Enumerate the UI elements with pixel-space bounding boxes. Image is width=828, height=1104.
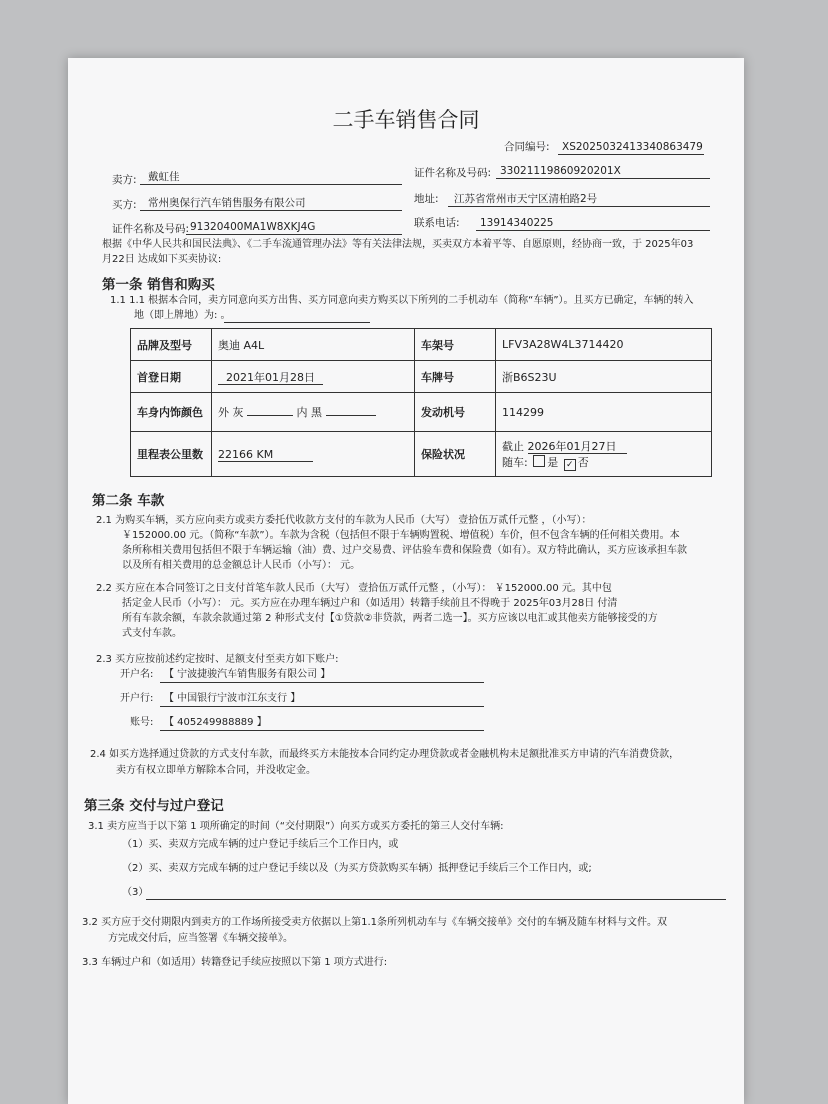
buyer-id-value: 91320400MA1W8XKJ4G [190, 221, 316, 233]
clause-3-3-line1: 3.3 车辆过户和（如适用）转籍登记手续应按照以下第 1 项方式进行: [82, 957, 388, 968]
interior-color: 内 黑 [296, 406, 322, 419]
clause-2-1-line1: 2.1 为购买车辆，买方应向卖方或卖方委托代收款方支付的车款为人民币（大写） 壹拾伍万贰仟元整 ，（小写）： [96, 515, 592, 526]
reg-date-label: 首登日期 [131, 361, 212, 393]
address-label: 地址: [414, 193, 439, 205]
account-name-value: 【 宁波捷骏汽车销售服务有限公司 】 [164, 669, 331, 680]
phone-value: 13914340225 [480, 217, 554, 229]
contract-page [68, 58, 744, 1104]
color-label: 车身内饰颜色 [131, 393, 212, 432]
seller-label: 卖方: [112, 174, 137, 186]
mileage-label: 里程表公里数 [131, 432, 212, 477]
phone-label: 联系电话: [414, 217, 460, 229]
section-3-title: 第三条 交付与过户登记 [84, 798, 224, 814]
yes-label: 是 [547, 455, 559, 469]
insurance-until-label: 截止 [502, 439, 524, 453]
contract-no-value: XS2025032413340863479 [562, 141, 703, 153]
checkbox-yes[interactable] [533, 455, 545, 467]
id-type-label: 证件名称及号码: [414, 167, 492, 179]
mileage-value: 22166 KM [218, 448, 313, 462]
engine-no-value: 114299 [496, 393, 712, 432]
clause-2-2-line2: 括定金人民币（小写）： 元。买方应在办理车辆过户和（如适用）转籍手续前且不得晚于 2025年03月28日 付清 [122, 598, 618, 609]
clause-2-2-line1: 2.2 买方应在本合同签订之日支付首笔车款人民币（大写） 壹拾伍万贰仟元整 ，（小写）： ￥152000.00 元。其中包 [96, 583, 612, 594]
table-row [131, 329, 712, 361]
section-2-title: 第二条 车款 [92, 493, 165, 509]
reg-date-value: 2021年01月28日 [218, 371, 323, 385]
plate-value: 浙B6S23U [496, 361, 712, 393]
insurance-label: 保险状况 [415, 432, 496, 477]
clause-3-1-line1: 3.1 卖方应当于以下第 1 项所确定的时间（“交付期限”）向买方或买方委托的第三人交付车辆: [88, 821, 504, 832]
brand-model-value: 奥迪 A4L [212, 329, 415, 361]
with-car-label: 随车: [502, 455, 528, 469]
clause-2-1-line4: 以及所有相关费用的总金额总计人民币（小写）： 元。 [122, 560, 361, 571]
clause-2-1-line3: 条所称相关费用包括但不限于车辆运输（油）费、过户交易费、评估验车费和保险费（如有）。双方特此确认，买方应该承担车款 [122, 545, 687, 556]
clause-3-2-line2: 方完成交付后，应当签署《车辆交接单》。 [108, 933, 293, 944]
clause-2-4-line2: 卖方有权立即单方解除本合同，并没收定金。 [116, 765, 316, 776]
buyer-id-label: 证件名称及号码: [112, 223, 190, 235]
clause-1-1-line1: 1.1 1.1 根据本合同，卖方同意向买方出售、买方同意向卖方购买以下所列的二手机动车（简称“车辆”）。且买方已确定，车辆的转入 [110, 295, 694, 306]
frame-no-label: 车架号 [415, 329, 496, 361]
section-1-title: 第一条 销售和购买 [102, 277, 215, 293]
brand-model-label: 品牌及型号 [131, 329, 212, 361]
account-name-label: 开户名: [120, 669, 154, 680]
clause-3-1-option1: （1）买、卖双方完成车辆的过户登记手续后三个工作日内，或 [122, 839, 399, 850]
contract-no-label: 合同编号: [504, 141, 550, 153]
buyer-name: 常州奥保行汽车销售服务有限公司 [148, 197, 306, 209]
clause-2-4-line1: 2.4 如买方选择通过贷款的方式支付车款，而最终买方未能按本合同约定办理贷款或者金融机构未足额批准买方申请的汽车消费贷款， [90, 749, 680, 760]
frame-no-value: LFV3A28W4L3714420 [496, 329, 712, 361]
vehicle-info-table [130, 328, 712, 477]
clause-2-1-line2: ￥152000.00 元。（简称“车款”）。车款为含税（包括但不限于车辆购置税、增值税）车价，但不包含车辆的任何相关费用。本 [122, 530, 680, 541]
bank-value: 【 中国银行宁波市江东支行 】 [164, 693, 301, 704]
insurance-until-value: 2026年01月27日 [528, 440, 627, 454]
exterior-color: 外 灰 [218, 406, 244, 419]
no-label: 否 [577, 455, 589, 469]
buyer-label: 买方: [112, 199, 137, 211]
clause-2-2-line3: 所有车款余额，车款余款通过第 2 种形式支付【①贷款②非贷款，两者二选一】。买方应该以电汇或其他卖方能够接受的方 [122, 613, 658, 624]
seller-name: 戴虹佳 [148, 171, 180, 183]
table-row [131, 432, 712, 477]
bank-label: 开户行: [120, 693, 154, 704]
checkbox-no-checked[interactable]: ✓ [564, 459, 576, 471]
clause-2-2-line4: 式支付车款。 [122, 628, 182, 639]
plate-label: 车牌号 [415, 361, 496, 393]
clause-3-1-option2: （2）买、卖双方完成车辆的过户登记手续以及（为买方贷款购买车辆）抵押登记手续后三个工作日内，或; [122, 863, 592, 874]
engine-no-label: 发动机号 [415, 393, 496, 432]
preamble-line1: 根据《中华人民共和国民法典》、《二手车流通管理办法》等有关法律法规，买卖双方本着平等、自愿原则，经协商一致，于 2025年03 [102, 239, 694, 250]
table-row [131, 393, 712, 432]
clause-2-3-line1: 2.3 买方应按前述约定按时、足额支付至卖方如下账户: [96, 654, 339, 665]
preamble-line2: 月22日 达成如下买卖协议: [102, 254, 222, 265]
clause-3-1-option3: （3） [122, 887, 149, 898]
id-value: 33021119860920201X [500, 165, 621, 177]
clause-3-2-line1: 3.2 买方应于交付期限内到卖方的工作场所接受卖方依据以上第1.1条所列机动车与《车辆交接单》交付的车辆及随车材料与文件。双 [82, 917, 667, 928]
account-no-label: 账号: [130, 717, 154, 728]
address-value: 江苏省常州市天宁区清柏路2号 [454, 193, 598, 205]
table-row [131, 361, 712, 393]
clause-1-1-line2: 地（即上牌地）为: 。 [134, 310, 231, 321]
page-title: 二手车销售合同 [332, 108, 480, 132]
account-no-value: 【 405249988889 】 [164, 717, 267, 728]
